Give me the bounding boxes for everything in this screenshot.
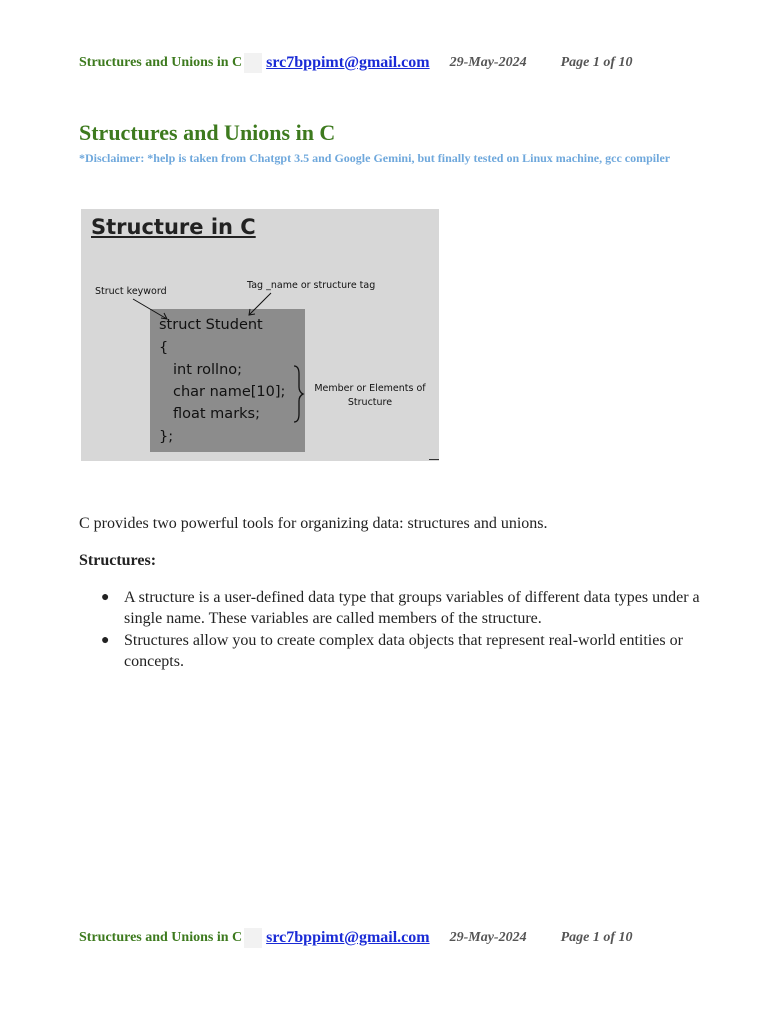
label-structure-tag: Tag _name or structure tag xyxy=(247,280,376,291)
figure-corner-mark xyxy=(429,459,439,460)
arrow-tag xyxy=(249,293,271,315)
structures-bullet-list xyxy=(101,587,726,673)
page-header xyxy=(79,51,699,75)
footer-email-link[interactable]: src7bppimt@gmail.com xyxy=(266,929,430,946)
section-heading-structures: Structures: xyxy=(79,552,157,569)
code-line: char name[10]; xyxy=(173,384,286,400)
label-struct-keyword: Struct keyword xyxy=(95,286,167,297)
label-members-line1: Member or Elements of xyxy=(314,383,426,394)
list-item xyxy=(101,630,726,672)
header-date: 29-May-2024 xyxy=(449,55,527,70)
code-line: }; xyxy=(159,429,174,445)
bullet-text: A structure is a user-defined data type that groups variables of different data types under a single name. These variables are called members of the structure. xyxy=(124,589,700,627)
footer-date: 29-May-2024 xyxy=(449,930,527,945)
label-members-line2: Structure xyxy=(347,397,393,408)
list-item xyxy=(101,587,726,629)
bullet-icon: ● xyxy=(101,590,110,605)
header-page-number: Page 1 of 10 xyxy=(560,55,633,70)
page-footer xyxy=(79,926,699,950)
code-line: struct Student xyxy=(159,317,263,333)
intro-paragraph: C provides two powerful tools for organizing data: structures and unions. xyxy=(79,515,548,532)
figure-title: Structure in C xyxy=(91,215,256,239)
document-title: Structures and Unions in C xyxy=(79,120,336,145)
footer-page-number: Page 1 of 10 xyxy=(560,930,633,945)
footer-spacer xyxy=(244,928,262,948)
arrow-keyword xyxy=(133,299,167,319)
code-line: { xyxy=(159,340,169,356)
bullet-icon: ● xyxy=(101,633,110,648)
disclaimer-text: *Disclaimer: *help is taken from Chatgpt 3.5 and Google Gemini, but finally tested on Linux machine, gcc compiler xyxy=(79,151,671,165)
bullet-text: Structures allow you to create complex data objects that represent real-world entities or concepts. xyxy=(124,632,683,670)
annotation-arrows xyxy=(81,209,439,461)
header-spacer xyxy=(244,53,262,73)
header-email-link[interactable]: src7bppimt@gmail.com xyxy=(266,54,430,71)
header-title: Structures and Unions in C xyxy=(79,55,243,70)
code-line: float marks; xyxy=(173,406,260,422)
code-line: int rollno; xyxy=(173,362,243,378)
structure-diagram-figure xyxy=(81,209,439,461)
label-members xyxy=(309,382,431,410)
member-brace xyxy=(294,366,303,422)
footer-title: Structures and Unions in C xyxy=(79,930,243,945)
